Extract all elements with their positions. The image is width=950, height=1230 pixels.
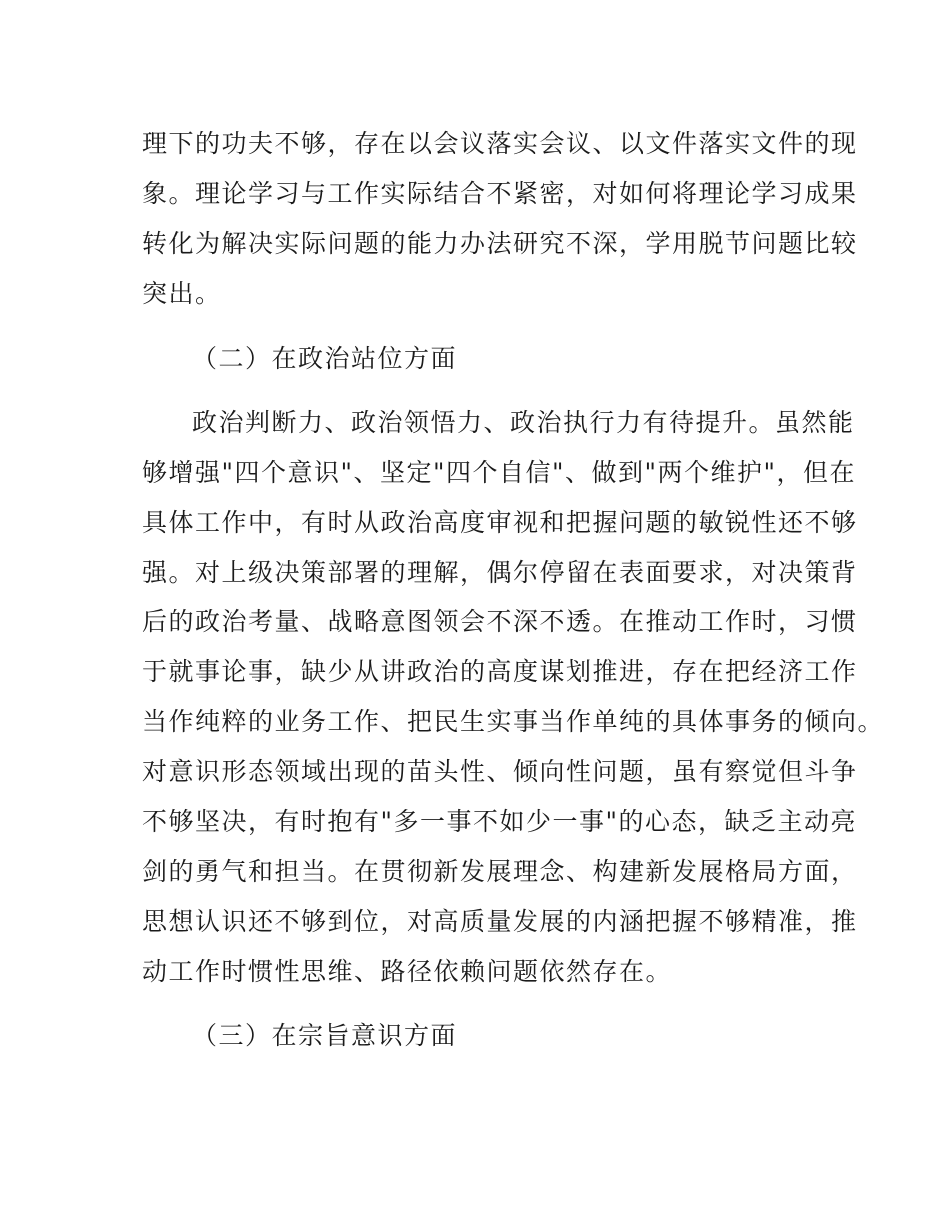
paragraph-line: 具体工作中，有时从政治高度审视和把握问题的敏锐性还不够 <box>142 508 858 537</box>
paragraph-line: 转化为解决实际问题的能力办法研究不深，学用脱节问题比较 <box>142 229 858 258</box>
paragraph-line: 突出。 <box>142 279 222 308</box>
paragraph-line: 思想认识还不够到位，对高质量发展的内涵把握不够精准，推 <box>142 907 858 936</box>
paragraph-line: 象。理论学习与工作实际结合不紧密，对如何将理论学习成果 <box>142 179 858 208</box>
paragraph-line: 政治判断力、政治领悟力、政治执行力有待提升。虽然能 <box>192 408 855 437</box>
paragraph-line: 对意识形态领域出现的苗头性、倾向性问题，虽有察觉但斗争 <box>142 757 858 786</box>
paragraph-line: 强。对上级决策部署的理解，偶尔停留在表面要求，对决策背 <box>142 558 858 587</box>
section-heading: （二）在政治站位方面 <box>192 344 458 373</box>
paragraph-line: 理下的功夫不够，存在以会议落实会议、以文件落实文件的现 <box>142 129 858 158</box>
paragraph-line: 剑的勇气和担当。在贯彻新发展理念、构建新发展格局方面， <box>142 857 858 886</box>
section-heading: （三）在宗旨意识方面 <box>192 1021 458 1050</box>
paragraph-line: 够增强"四个意识"、坚定"四个自信"、做到"两个维护"，但在 <box>142 458 856 487</box>
paragraph-line: 后的政治考量、战略意图领会不深不透。在推动工作时，习惯 <box>142 607 858 636</box>
paragraph-line: 不够坚决，有时抱有"多一事不如少一事"的心态，缺乏主动亮 <box>142 807 858 836</box>
paragraph-line: 于就事论事，缺少从讲政治的高度谋划推进，存在把经济工作 <box>142 657 858 686</box>
paragraph-line: 动工作时惯性思维、路径依赖问题依然存在。 <box>142 957 673 986</box>
paragraph-line: 当作纯粹的业务工作、把民生实事当作单纯的具体事务的倾向。 <box>142 707 885 736</box>
